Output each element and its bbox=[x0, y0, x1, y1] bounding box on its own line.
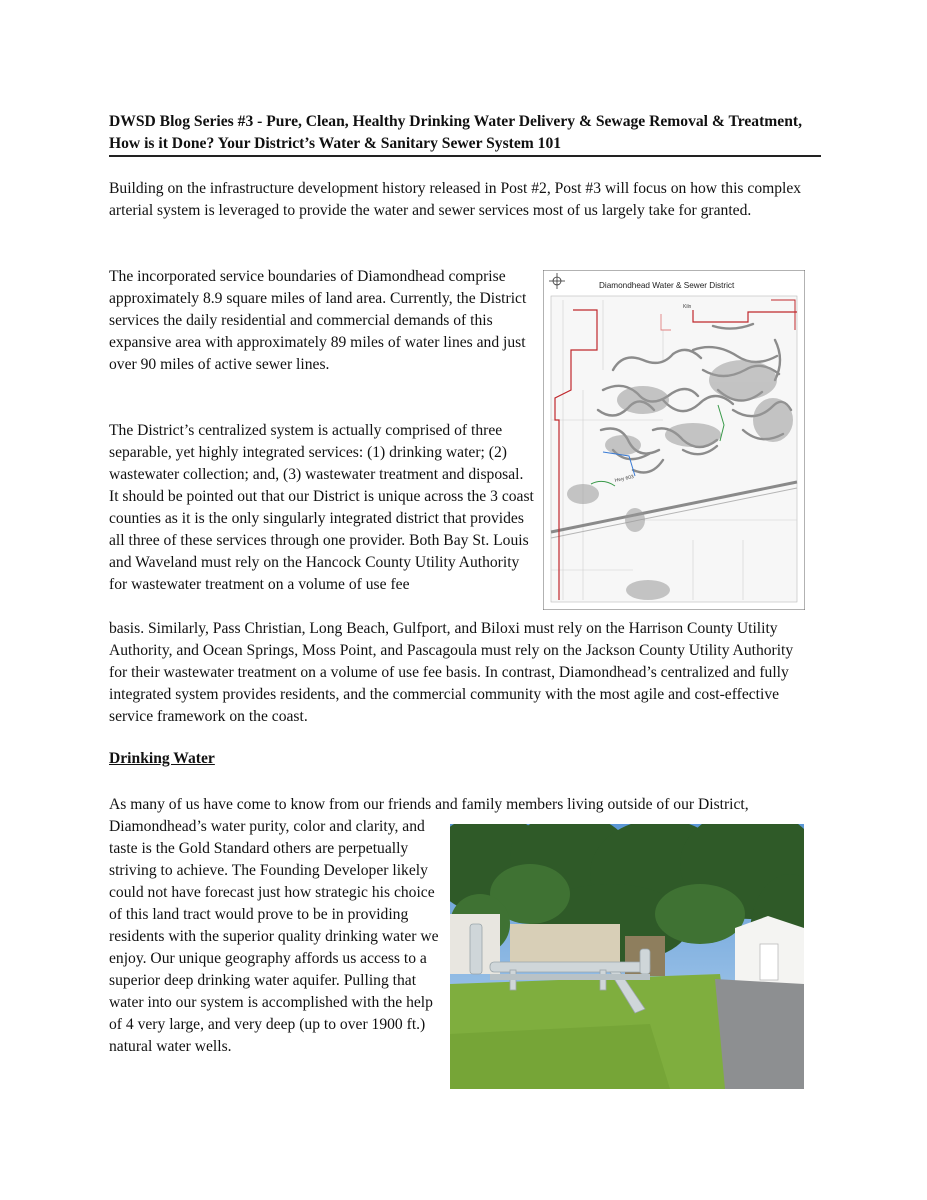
section-heading-drinking-water: Drinking Water bbox=[109, 750, 215, 767]
svg-text:Hwy 603: Hwy 603 bbox=[614, 474, 635, 484]
district-map-image bbox=[543, 270, 805, 610]
centralized-system-paragraph-continued: basis. Similarly, Pass Christian, Long Beach, Gulfport, and Biloxi must rely on the Harrison County Utility Authority, and Ocean Springs, Moss Point, and Pascagoula must rely on the Jackson County Utility Authority for their wastewater treatment on a volume of use fee basis. In contrast, Diamondhead’s centralized and fully integrated system provides residents, and the commercial community with the most agile and cost-effective service framework on the coast. bbox=[109, 620, 794, 725]
drinking-water-paragraph-continued: Diamondhead’s water purity, color and clarity, and taste is the Gold Standard others are perpetually striving to achieve. The Founding Developer likely could not have forecast just how strategic his choice of this land tract would prove to be in providing residents with the superior quality drinking water we enjoy. Our unique geography affords us access to a superior deep drinking water aquifer. Pulling that water into our system is accomplished with the help of 4 very large, and very deep (up to over 1900 ft.) natural water wells. bbox=[109, 818, 439, 1055]
well-house-photo bbox=[450, 824, 804, 1089]
svg-text:Kiln: Kiln bbox=[683, 304, 692, 310]
document-title: DWSD Blog Series #3 - Pure, Clean, Healthy Drinking Water Delivery & Sewage Removal & Treatment, How is it Done? Your District’s Water & Sanitary Sewer System 101 bbox=[109, 113, 802, 152]
centralized-system-paragraph: The District’s centralized system is actually comprised of three separable, yet highly integrated services: (1) drinking water; (2) wastewater collection; and, (3) wastewater treatment and disposal. It should be pointed out that our District is unique across the 3 coast counties as it is the only singularly integrated district that provides all three of these services through one provider. Both Bay St. Louis and Waveland must rely on the Hancock County Utility Authority for wastewater treatment on a volume of use fee bbox=[109, 422, 534, 593]
title-divider bbox=[109, 155, 821, 157]
drinking-water-paragraph: As many of us have come to know from our friends and family members living outside of our District, bbox=[109, 796, 749, 813]
service-boundaries-paragraph: The incorporated service boundaries of Diamondhead comprise approximately 8.9 square miles of land area. Currently, the District services the daily residential and commercial demands of this expansive area with approximately 89 miles of water lines and just over 90 miles of active sewer lines. bbox=[109, 268, 527, 373]
intro-paragraph: Building on the infrastructure development history released in Post #2, Post #3 will focus on how this complex arterial system is leveraged to provide the water and sewer services most of us largely take for granted. bbox=[109, 180, 802, 219]
map-title: Diamondhead Water & Sewer District bbox=[599, 281, 735, 290]
